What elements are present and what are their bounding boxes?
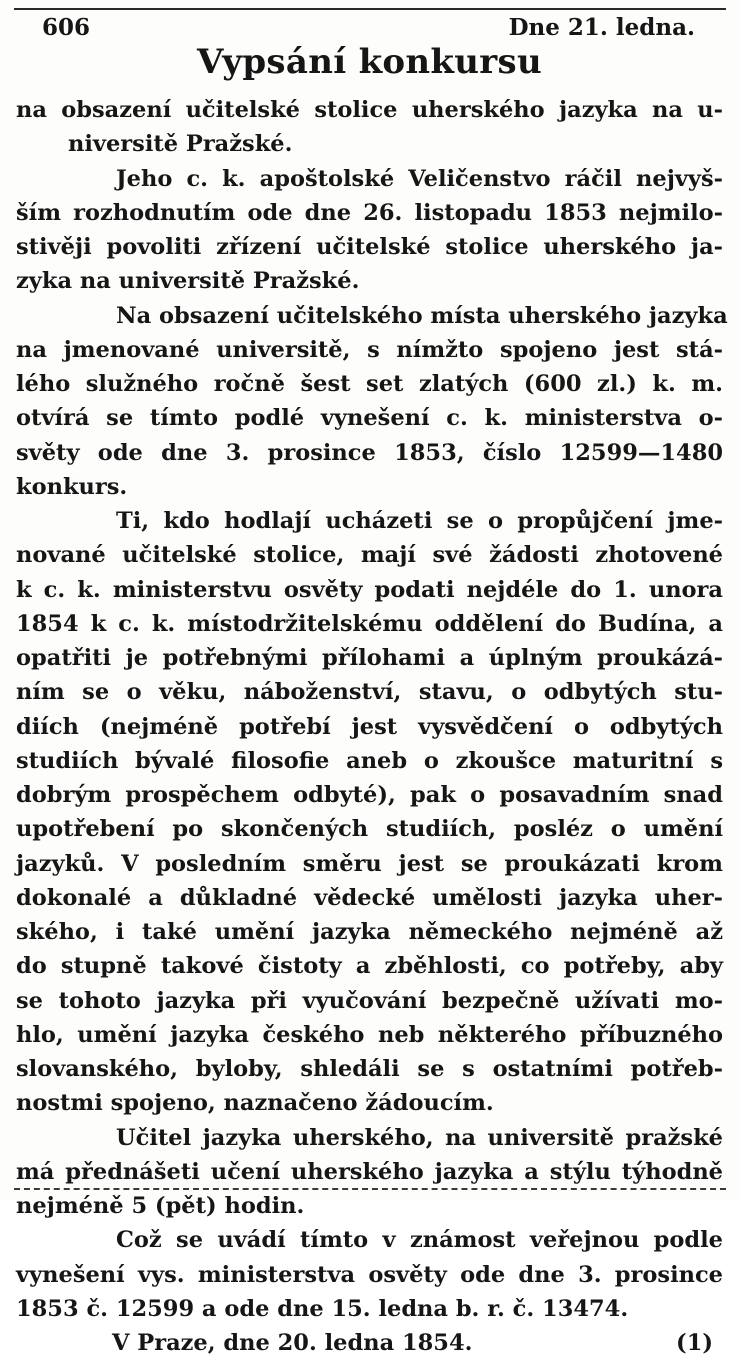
top-rule xyxy=(14,8,726,10)
text-line: otvírá se tímto podlé vynešení c. k. ministerstva o- xyxy=(16,405,723,432)
text-line: jazyků. V posledním směru jest se proukázati krom xyxy=(16,850,723,877)
text-line: na obsazení učitelské stolice uherského jazyka na u- xyxy=(16,97,723,123)
text-line: diích (nejméně potřebí jest vysvědčení o odbytých xyxy=(16,713,723,740)
text-line: opatřiti je potřebnými přílohami a úplným proukázá- xyxy=(16,645,723,671)
text-line: lého služného ročně šest set zlatých (600 zl.) k. m. xyxy=(16,371,723,397)
page-number: 606 xyxy=(42,14,91,41)
signature-line xyxy=(16,1326,723,1360)
place-date: V Praze, dne 20. ledna 1854. xyxy=(112,1330,473,1356)
text-line: Jeho c. k. apoštolské Veličenstvo ráčil nejvyš- xyxy=(116,165,723,192)
bottom-rule xyxy=(14,1188,726,1190)
article-body xyxy=(16,93,728,1360)
text-line: konkurs. xyxy=(16,473,128,500)
text-line: Učitel jazyka uherského, na universitě pražské xyxy=(116,1124,723,1151)
text-line: zyka na universitě Pražské. xyxy=(16,268,360,295)
text-line: upotřebení po skončených studiích, posléz o umění xyxy=(16,816,723,843)
text-line: nované učitelské stolice, mají své žádosti zhotovené xyxy=(16,542,723,569)
text-line: Což se uvádí tímto v známost veřejnou podle xyxy=(116,1227,723,1254)
text-line: Na obsazení učitelského místa uherského jazyka xyxy=(116,302,728,329)
text-line: na jmenované universitě, s nímžto spojeno jest stá- xyxy=(16,336,723,363)
text-line: hlo, umění jazyka českého neb některého příbuzného xyxy=(16,1021,723,1048)
text-line: vynešení vys. ministerstva osvěty ode dne 3. prosince xyxy=(16,1261,723,1288)
text-line: Ti, kdo hodlají ucházeti se o propůjčení jme- xyxy=(116,508,723,534)
text-line: dokonalé a důkladné vědecké umělosti jazyka uher- xyxy=(16,884,723,911)
insertion-mark: (1) xyxy=(676,1330,713,1356)
text-line: slovanského, byloby, shledáli se s ostatními potřeb- xyxy=(16,1056,723,1082)
text-line: studiích bývalé filosofie aneb o zkoušce maturitní s xyxy=(16,747,723,774)
text-line: ním se o věku, náboženství, stavu, o odbytých stu- xyxy=(16,679,723,706)
text-line: niversitě Pražské. xyxy=(68,131,293,158)
issue-date: Dne 21. ledna. xyxy=(508,14,695,41)
text-line: nejméně 5 (pět) hodin. xyxy=(16,1193,305,1219)
text-line: světy ode dne 3. prosince 1853, číslo 12599—1480 xyxy=(16,439,723,466)
text-line: k c. k. ministerstvu osvěty podati nejdéle do 1. unora xyxy=(16,576,723,603)
text-line: ším rozhodnutím ode dne 26. listopadu 1853 nejmilo- xyxy=(16,199,723,226)
text-line: dobrým prospěchem odbyté), pak o posavadním snad xyxy=(16,782,723,808)
text-line: stivěji povoliti zřízení učitelské stolice uherského ja- xyxy=(16,234,723,260)
text-line: 1854 k c. k. místodržitelskému oddělení do Budína, a xyxy=(16,610,723,637)
text-line: do stupně takové čistoty a zběhlosti, co potřeby, aby xyxy=(16,953,723,980)
text-line: ského, i také umění jazyka německého nejméně až xyxy=(16,919,723,945)
text-line: má přednášeti učení uherského jazyka a stýlu týhodně xyxy=(16,1158,723,1185)
article-title: Vypsání konkursu xyxy=(197,42,542,82)
text-line: se tohoto jazyka při vyučování bezpečně užívati mo- xyxy=(16,987,723,1014)
text-line: 1853 č. 12599 a ode dne 15. ledna b. r. č. 13474. xyxy=(16,1295,629,1322)
text-line: nostmi spojeno, naznačeno žádoucím. xyxy=(16,1090,494,1117)
